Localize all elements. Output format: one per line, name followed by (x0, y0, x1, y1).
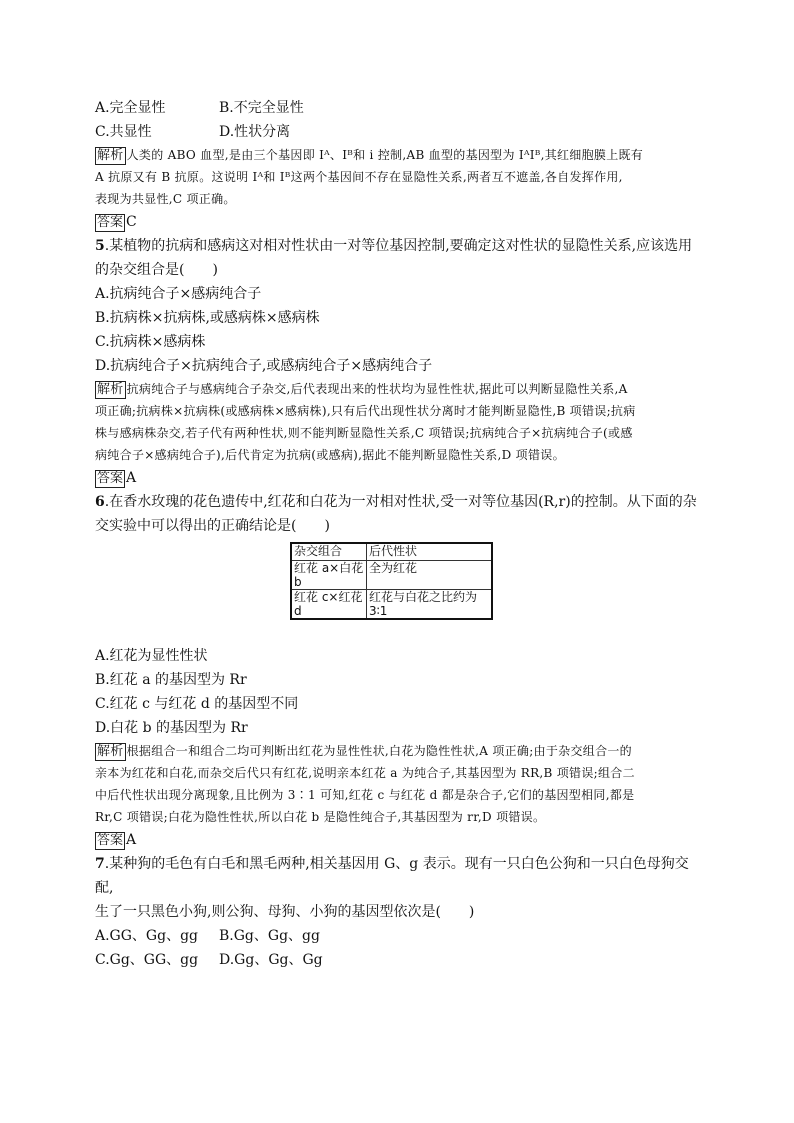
table-row (291, 590, 492, 620)
q5-expl-line-3: 株与感病株杂交,若子代有两种性状,则不能判断显隐性关系,C 项错误;抗病纯合子×抗病纯合子(或感 (95, 426, 633, 440)
cross-experiment-table (290, 542, 493, 620)
q7-option-c: C.Gg、GG、gg (95, 952, 199, 968)
q5-option-b: B.抗病株×抗病株,或感病株×感病株 (95, 310, 320, 326)
q6-stem (95, 490, 705, 538)
table-header-offspring: 后代性状 (367, 543, 493, 561)
answer-tag: 答案 (97, 215, 124, 230)
q4-answer-value: C (126, 214, 137, 230)
q7-options-row-1 (95, 924, 705, 948)
table-cell-offspring-2: 红花与白花之比约为 3∶1 (367, 590, 493, 620)
q6-stem-line-2: 交实验中可以得出的正确结论是( ) (95, 518, 330, 534)
q5-answer (95, 466, 705, 490)
q5-expl-line-2: 项正确;抗病株×抗病株(或感病株×感病株),只有后代出现性状分离时才能判断显隐性,B 项错误;抗病 (95, 404, 636, 418)
q6-stem-line-1: .在香水玫瑰的花色遗传中,红花和白花为一对相对性状,受一对等位基因(R,r)的控制。从下面的杂 (104, 494, 697, 510)
q6-option-c: C.红花 c 与红花 d 的基因型不同 (95, 696, 299, 712)
q7-stem (95, 852, 705, 924)
q6-option-a: A.红花为显性性状 (95, 648, 208, 664)
answer-tag: 答案 (97, 471, 124, 486)
table-header-cross: 杂交组合 (291, 543, 367, 561)
q7-option-b: B.Gg、Gg、gg (219, 928, 320, 944)
q7-stem-line-1: .某种狗的毛色有白毛和黑毛两种,相关基因用 G、g 表示。现有一只白色公狗和一只白色母狗交配, (95, 856, 689, 896)
q5-expl-line-1: 抗病纯合子与感病纯合子杂交,后代表现出来的性状均为显性性状,据此可以判断显隐性关系,A (126, 382, 628, 396)
q5-option-a: A.抗病纯合子×感病纯合子 (95, 286, 262, 302)
document-page (95, 96, 705, 972)
q6-answer (95, 828, 705, 852)
q6-expl-line-1: 根据组合一和组合二均可判断出红花为显性性状,白花为隐性性状,A 项正确;由于杂交组合一的 (126, 744, 632, 758)
q4-explanation (95, 144, 705, 210)
q5-option-d: D.抗病纯合子×抗病纯合子,或感病纯合子×感病纯合子 (95, 358, 433, 374)
q5-option-c: C.抗病株×感病株 (95, 334, 206, 350)
q4-expl-line-3: 表现为共显性,C 项正确。 (95, 192, 236, 206)
q6-number: 6 (95, 494, 105, 510)
table-cell-cross-1: 红花 a×白花 b (291, 561, 367, 590)
q6-expl-line-2: 亲本为红花和白花,而杂交后代只有红花,说明亲本红花 a 为纯合子,其基因型为 RR,B 项错误;组合二 (95, 766, 635, 780)
q4-expl-line-2: A 抗原又有 B 抗原。这说明 Iᴬ和 Iᴮ这两个基因间不存在显隐性关系,两者互不遮盖,各自发挥作用, (95, 170, 623, 184)
answer-tag: 答案 (97, 833, 124, 848)
table-cell-offspring-1: 全为红花 (367, 561, 493, 590)
q7-option-a: A.GG、Gg、gg (95, 928, 198, 944)
q4-expl-line-1: 人类的 ABO 血型,是由三个基因即 Iᴬ、Iᴮ和 i 控制,AB 血型的基因型为 IᴬIᴮ,其红细胞膜上既有 (126, 148, 644, 162)
q4-option-a: A.完全显性 (95, 100, 166, 116)
q6-expl-line-4: Rr,C 项错误;白花为隐性性状,所以白花 b 是隐性纯合子,其基因型为 rr,D 项错误。 (95, 810, 546, 824)
q4-option-d: D.性状分离 (219, 124, 291, 140)
q5-number: 5 (95, 238, 105, 254)
q4-option-b: B.不完全显性 (219, 100, 304, 116)
q7-number: 7 (95, 856, 105, 872)
table-row (291, 561, 492, 590)
q5-stem-line-1: .某植物的抗病和感病这对相对性状由一对等位基因控制,要确定这对性状的显隐性关系,应该选用 (104, 238, 693, 254)
explanation-tag: 解析 (97, 744, 124, 759)
q6-explanation (95, 740, 705, 828)
q4-answer (95, 210, 705, 234)
q4-options-row-2 (95, 120, 705, 144)
q5-stem (95, 234, 705, 282)
explanation-tag: 解析 (97, 382, 124, 397)
q5-answer-value: A (126, 470, 137, 486)
q4-option-c: C.共显性 (95, 124, 152, 140)
table-cell-cross-2: 红花 c×红花 d (291, 590, 367, 620)
q5-expl-line-4: 病纯合子×感病纯合子),后代肯定为抗病(或感病),据此不能判断显隐性关系,D 项错误。 (95, 448, 565, 462)
q6-option-d: D.白花 b 的基因型为 Rr (95, 720, 248, 736)
q5-explanation (95, 378, 705, 466)
q6-answer-value: A (126, 832, 137, 848)
q7-stem-line-2: 生了一只黑色小狗,则公狗、母狗、小狗的基因型依次是( ) (95, 904, 475, 920)
q6-option-b: B.红花 a 的基因型为 Rr (95, 672, 247, 688)
explanation-tag: 解析 (97, 148, 124, 163)
table-header-row (291, 543, 492, 561)
q7-option-d: D.Gg、Gg、Gg (219, 952, 323, 968)
q6-expl-line-3: 中后代性状出现分离现象,且比例为 3∶1 可知,红花 c 与红花 d 都是杂合子,它们的基因型相同,都是 (95, 788, 635, 802)
q7-options-row-2 (95, 948, 705, 972)
q4-options-row-1 (95, 96, 705, 120)
q5-stem-line-2: 的杂交组合是( ) (95, 262, 218, 278)
